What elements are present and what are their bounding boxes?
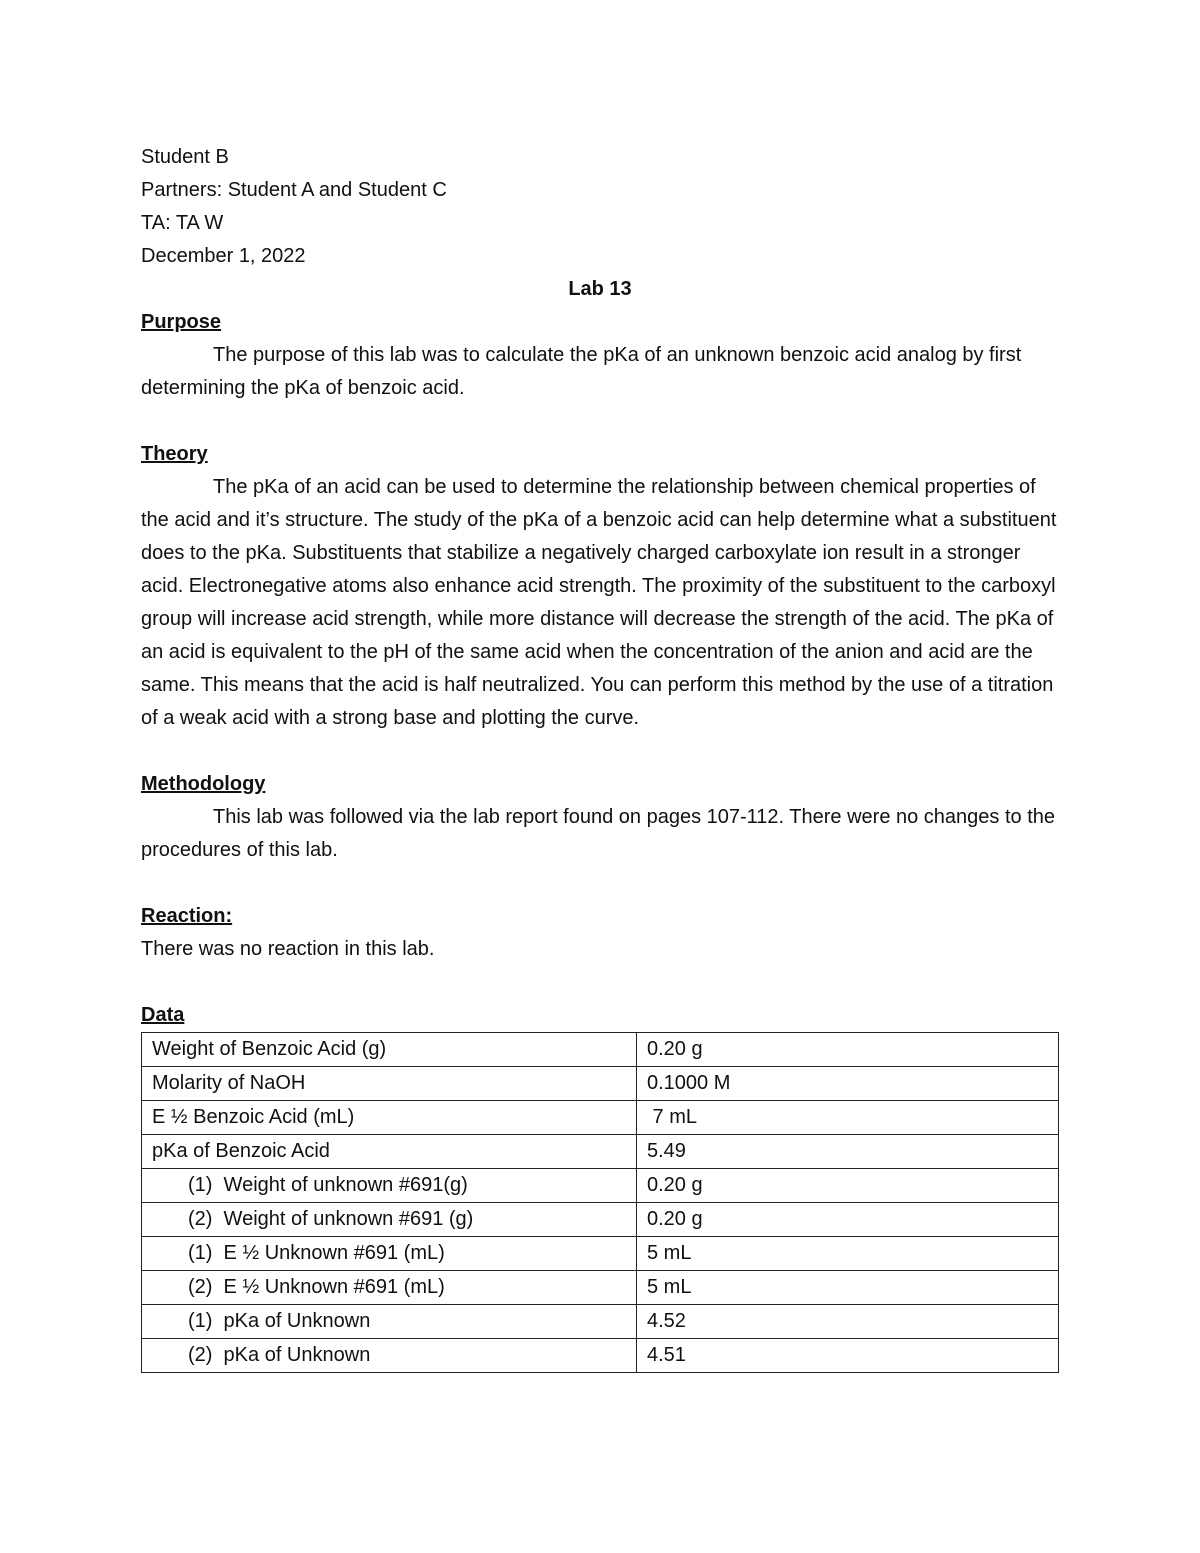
table-cell-label: (1) E ½ Unknown #691 (mL) bbox=[142, 1237, 637, 1271]
table-row bbox=[142, 1237, 1059, 1271]
table-cell-label: (1) pKa of Unknown bbox=[142, 1305, 637, 1339]
table-cell-label: Molarity of NaOH bbox=[142, 1067, 637, 1101]
table-cell-label: pKa of Benzoic Acid bbox=[142, 1135, 637, 1169]
table-cell-value: 0.20 g bbox=[637, 1033, 1059, 1067]
theory-paragraph bbox=[141, 471, 1059, 735]
date-line: December 1, 2022 bbox=[141, 245, 306, 267]
table-cell-value: 0.1000 M bbox=[637, 1067, 1059, 1101]
purpose-text: The purpose of this lab was to calculate the pKa of an unknown benzoic acid analog by first determining the pKa of benzoic acid. bbox=[141, 344, 1022, 399]
theory-heading: Theory bbox=[141, 443, 208, 465]
reaction-text: There was no reaction in this lab. bbox=[141, 938, 435, 960]
reaction-heading: Reaction: bbox=[141, 905, 233, 927]
table-row bbox=[142, 1339, 1059, 1373]
ta-line: TA: TA W bbox=[141, 212, 224, 234]
data-table bbox=[141, 1032, 1059, 1373]
table-cell-label: (2) E ½ Unknown #691 (mL) bbox=[142, 1271, 637, 1305]
table-cell-label: (2) pKa of Unknown bbox=[142, 1339, 637, 1373]
table-row bbox=[142, 1271, 1059, 1305]
student-name: Student B bbox=[141, 146, 229, 168]
table-cell-label: (1) Weight of unknown #691(g) bbox=[142, 1169, 637, 1203]
lab-title: Lab 13 bbox=[568, 278, 632, 300]
purpose-paragraph bbox=[141, 339, 1059, 405]
theory-text: The pKa of an acid can be used to determine the relationship between chemical properties of the acid and it’s structure. The study of the pKa of a benzoic acid can help determine what a substituent does to the pKa. Substituents that stabilize a negatively charged carboxylate ion result in a stronger acid. Electronegative atoms also enhance acid strength. The proximity of the substituent to the carboxyl group will increase acid strength, while more distance will decrease the strength of the acid. The pKa of an acid is equivalent to the pH of the same acid when the concentration of the anion and acid are the same. This means that the acid is half neutralized. You can perform this method by the use of a titration of a weak acid with a strong base and plotting the curve. bbox=[141, 476, 1057, 729]
table-cell-value: 5 mL bbox=[637, 1271, 1059, 1305]
table-row bbox=[142, 1203, 1059, 1237]
data-heading: Data bbox=[141, 1004, 185, 1026]
table-row bbox=[142, 1169, 1059, 1203]
document-page bbox=[141, 141, 1059, 1373]
table-cell-value: 5 mL bbox=[637, 1237, 1059, 1271]
table-cell-value: 0.20 g bbox=[637, 1169, 1059, 1203]
table-cell-value: 4.52 bbox=[637, 1305, 1059, 1339]
table-row bbox=[142, 1033, 1059, 1067]
methodology-heading: Methodology bbox=[141, 773, 266, 795]
purpose-heading: Purpose bbox=[141, 311, 222, 333]
table-cell-label: E ½ Benzoic Acid (mL) bbox=[142, 1101, 637, 1135]
table-row bbox=[142, 1067, 1059, 1101]
table-cell-value: 4.51 bbox=[637, 1339, 1059, 1373]
methodology-text: This lab was followed via the lab report found on pages 107-112. There were no changes to the procedures of this lab. bbox=[141, 806, 1056, 861]
methodology-paragraph bbox=[141, 801, 1059, 867]
table-row bbox=[142, 1305, 1059, 1339]
table-cell-label: (2) Weight of unknown #691 (g) bbox=[142, 1203, 637, 1237]
table-row bbox=[142, 1135, 1059, 1169]
partners-line: Partners: Student A and Student C bbox=[141, 179, 447, 201]
table-cell-value: 7 mL bbox=[637, 1101, 1059, 1135]
table-cell-value: 0.20 g bbox=[637, 1203, 1059, 1237]
table-cell-value: 5.49 bbox=[637, 1135, 1059, 1169]
table-cell-label: Weight of Benzoic Acid (g) bbox=[142, 1033, 637, 1067]
table-row bbox=[142, 1101, 1059, 1135]
